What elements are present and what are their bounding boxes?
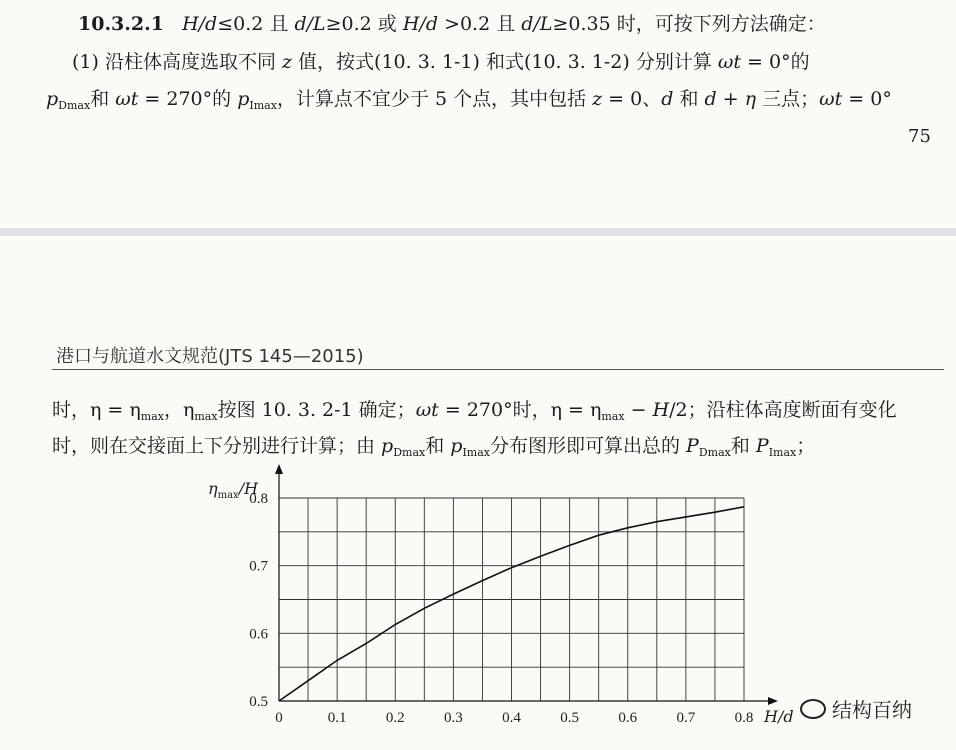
x-tick-label: 0.1 [327, 710, 347, 726]
chart-axes [275, 464, 778, 705]
text-span: 和 [730, 435, 756, 457]
text-span: H [652, 399, 670, 421]
x-tick-label: 0 [275, 710, 283, 726]
text-span: z [592, 88, 603, 110]
x-tick-label: 0.5 [560, 710, 579, 726]
running-head: 港口与航道水文规范(JTS 145—2015) [56, 346, 364, 367]
text-span: = 270°时，η = η [438, 399, 602, 421]
y-label-main: η [208, 479, 218, 498]
text-span: d/L [521, 13, 553, 35]
subscript: Imax [462, 446, 490, 459]
text-span: ≤0.2 且 [217, 13, 295, 35]
text-span: >0.2 且 [437, 13, 522, 35]
text-span: 和 [673, 88, 705, 110]
subscript: max [194, 410, 218, 423]
x-tick-label: 0.7 [676, 710, 696, 726]
text-span: ωt [717, 51, 742, 73]
x-tick-label: 0.3 [444, 710, 463, 726]
clause-number: 10.3.2.1 [78, 13, 164, 35]
text-span: = 0°的 [741, 51, 810, 73]
x-axis-arrow [768, 697, 778, 705]
text-span: − [624, 399, 653, 421]
x-tick-label: 0.6 [618, 710, 638, 726]
text-span: ≥0.35 时，可按下列方法确定： [552, 13, 826, 35]
y-axis-arrow [275, 464, 283, 474]
text-span: ωt [819, 88, 843, 110]
text-span: η [744, 88, 757, 110]
text-span: ≥0.2 或 [325, 13, 403, 35]
text-span: P [755, 435, 769, 457]
chart-tick-labels [249, 491, 753, 726]
text-span: p [450, 435, 463, 457]
text-span: 三点； [756, 88, 820, 110]
text-span: 和 [425, 435, 451, 457]
text-span: 按图 10. 3. 2-1 确定； [217, 399, 416, 421]
text-span: 分布图形即可算出总的 [490, 435, 687, 457]
text-span: 值，按式(10. 3. 1-1) 和式(10. 3. 1-2) 分别计算 [292, 51, 718, 73]
text-span: d [661, 88, 674, 110]
text-span: 时，则在交接面上下分别进行计算；由 [52, 435, 382, 457]
subscript: Dmax [698, 446, 731, 459]
text-span: ，η [163, 399, 195, 421]
text-span: d [704, 88, 717, 110]
subscript: Dmax [393, 446, 426, 459]
text-span: + [716, 88, 745, 110]
x-tick-label: 0.2 [385, 710, 405, 726]
subscript: Imax [249, 99, 277, 112]
chart-grid [279, 498, 744, 701]
text-span: p [381, 435, 394, 457]
text-span: p [237, 88, 250, 110]
subscript: max [601, 410, 625, 423]
y-tick-label: 0.6 [249, 626, 268, 643]
page-number: 75 [908, 126, 931, 147]
y-label-tail: /H [238, 479, 259, 498]
subscript: max [140, 410, 164, 423]
subscript: Imax [768, 446, 797, 459]
text-span: d/L [294, 13, 326, 35]
text-span: ，计算点不宜少于 5 个点，其中包括 [276, 88, 593, 110]
text-span: (1) 沿柱体高度选取不同 [72, 51, 282, 73]
y-tick-label: 0.5 [249, 694, 268, 710]
x-axis-label: H/d [764, 707, 794, 726]
subscript: Dmax [58, 99, 91, 112]
text-span: ωt [115, 88, 139, 110]
text-span: z [282, 51, 293, 73]
text-span: /2；沿柱体高度断面有变化 [669, 399, 897, 421]
y-tick-label: 0.8 [249, 491, 268, 507]
text-span: 时，η = η [52, 399, 141, 421]
text-span: = 0° [842, 88, 892, 110]
text-span: p [46, 88, 59, 110]
y-axis-label [208, 479, 259, 501]
y-label-sub: max [217, 490, 239, 501]
text-span: H/d [402, 13, 438, 35]
text-span: ； [796, 435, 816, 457]
text-span: 和 [90, 88, 116, 110]
text-span: ωt [415, 399, 439, 421]
chat-bubble-icon [800, 699, 826, 719]
text-span: = 270°的 [138, 88, 238, 110]
text-span: P [686, 435, 699, 457]
y-tick-label: 0.7 [249, 558, 268, 575]
watermark [800, 694, 912, 723]
text-span: H/d [182, 13, 218, 35]
x-tick-label: 0.8 [734, 710, 754, 726]
x-tick-label: 0.4 [502, 710, 521, 726]
text-span: = 0、 [602, 88, 662, 110]
watermark-text: 结构百纳 [832, 698, 912, 722]
